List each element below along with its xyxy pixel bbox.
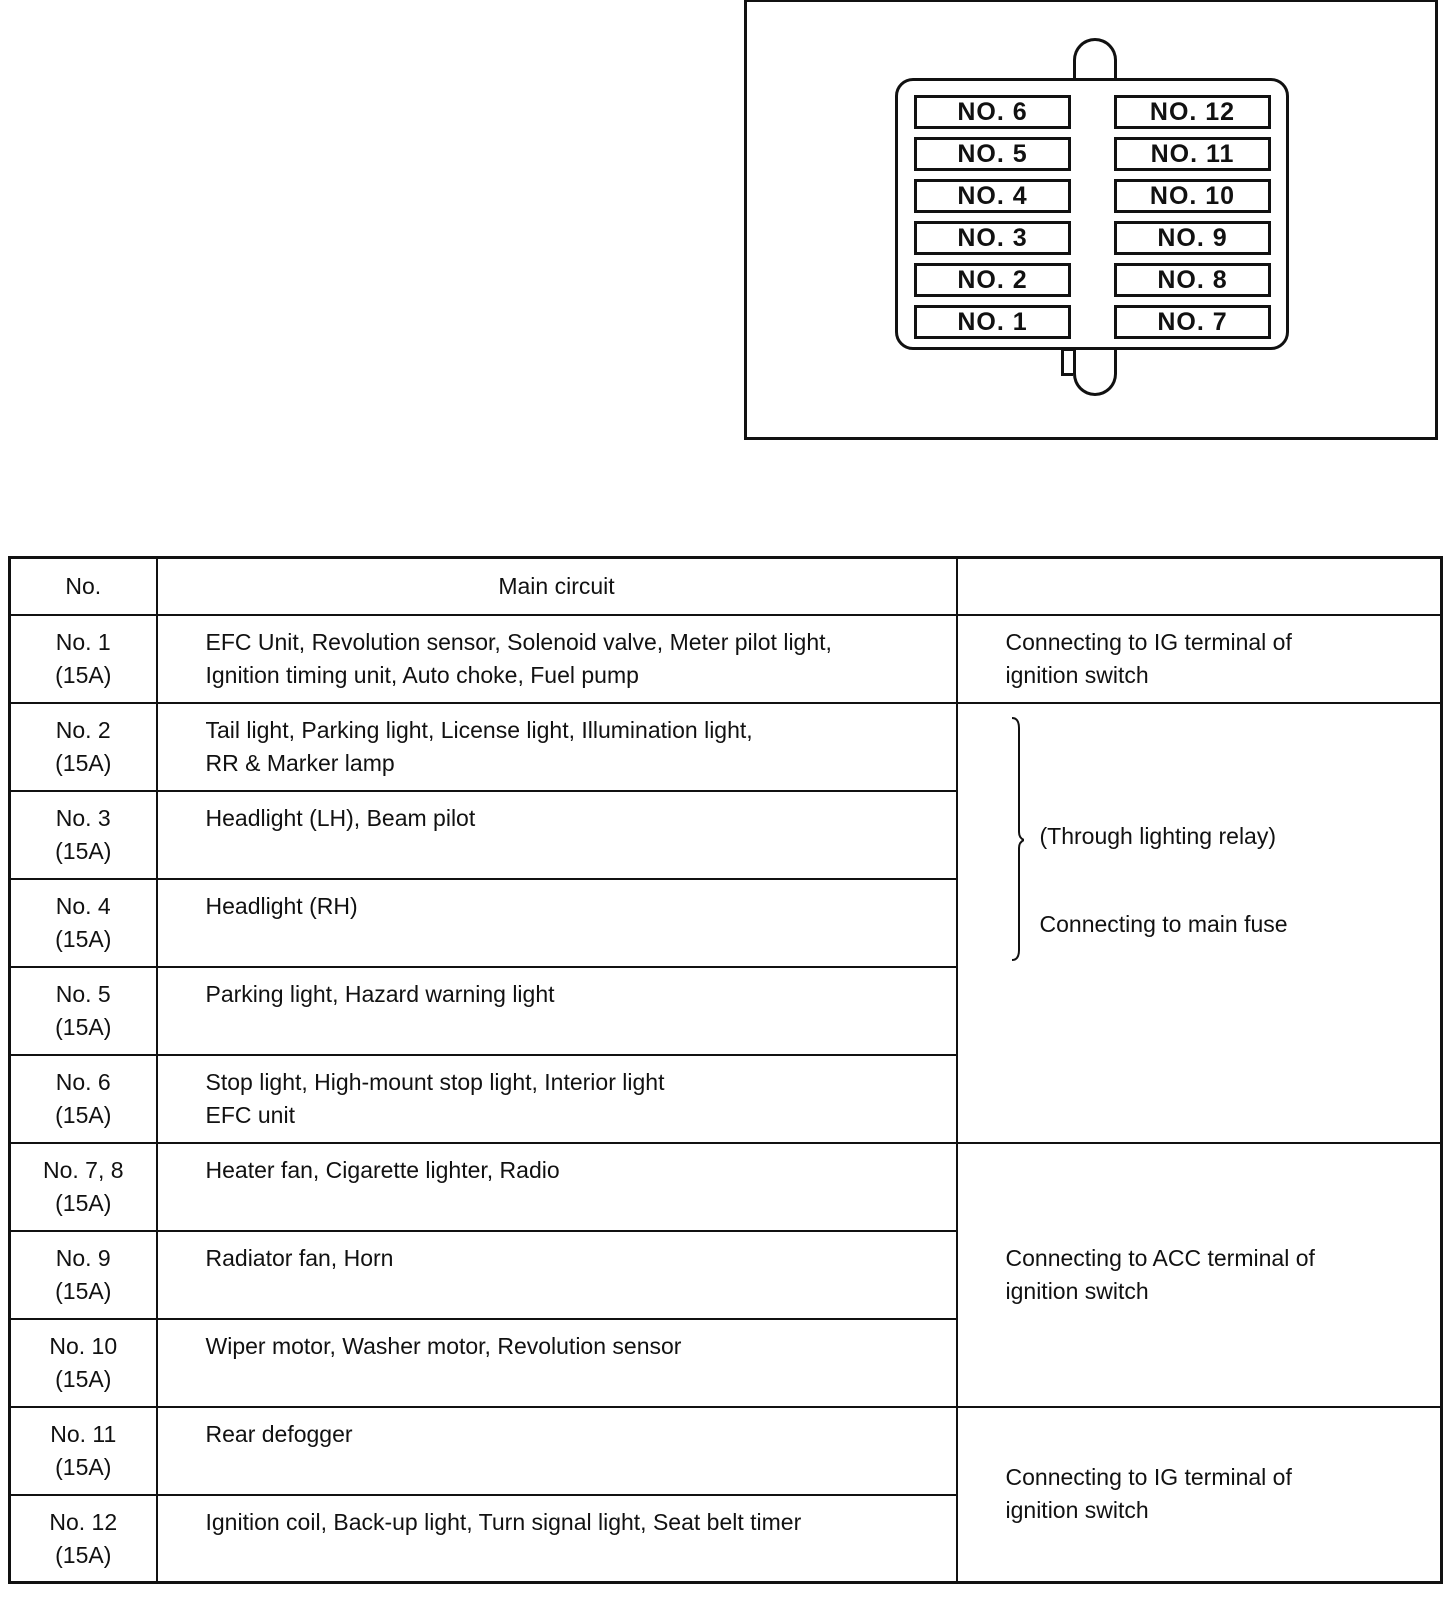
fuse-number: No. 9	[55, 1244, 111, 1271]
main-circuit-text: Rear defogger	[205, 1420, 353, 1447]
main-circuit-cell	[157, 1319, 957, 1407]
fuse-amperage: (15A)	[55, 661, 112, 688]
connection-text: Connecting to ACC terminal of	[1005, 1244, 1315, 1271]
fuse-box	[895, 78, 1289, 350]
connection-cell	[957, 615, 1442, 703]
fuse-slot: NO. 4	[914, 179, 1071, 213]
fuse-box-bottom-stub	[1061, 348, 1073, 376]
fuse-number: No. 10	[49, 1332, 118, 1359]
main-circuit-text: RR & Marker lamp	[205, 749, 395, 776]
main-circuit-text: Tail light, Parking light, License light, Illumination light,	[205, 716, 753, 743]
fuse-number: No. 1	[55, 628, 111, 655]
fuse-amperage: (15A)	[55, 925, 112, 952]
main-circuit-cell	[157, 1407, 957, 1495]
connection-cell	[957, 1143, 1442, 1407]
header-main-circuit: Main circuit	[157, 558, 957, 615]
fuse-column-left	[914, 95, 1071, 339]
fuse-slot: NO. 7	[1114, 305, 1271, 339]
fuse-slot: NO. 5	[914, 137, 1071, 171]
main-circuit-text: EFC unit	[205, 1101, 295, 1128]
table-row	[10, 703, 1442, 791]
fuse-slot: NO. 1	[914, 305, 1071, 339]
fuse-number-cell	[10, 1055, 157, 1143]
fuse-number-cell	[10, 1143, 157, 1231]
fuse-number-cell	[10, 1407, 157, 1495]
fuse-number-cell	[10, 1231, 157, 1319]
fuse-number-cell	[10, 967, 157, 1055]
main-circuit-cell	[157, 703, 957, 791]
fuse-number: No. 11	[50, 1420, 117, 1447]
main-circuit-cell	[157, 967, 957, 1055]
connection-text: ignition switch	[1005, 661, 1149, 688]
connection-cell	[957, 1407, 1442, 1583]
main-circuit-text: Headlight (RH)	[205, 892, 358, 919]
header-connection	[957, 558, 1442, 615]
main-circuit-cell	[157, 791, 957, 879]
main-circuit-text: Wiper motor, Washer motor, Revolution sensor	[205, 1332, 682, 1359]
fuse-circuit-table	[8, 556, 1443, 1584]
fuse-number: No. 7, 8	[42, 1156, 124, 1183]
fuse-amperage: (15A)	[55, 837, 112, 864]
main-circuit-cell	[157, 1143, 957, 1231]
main-circuit-cell	[157, 879, 957, 967]
fuse-number: No. 12	[49, 1508, 118, 1535]
fuse-amperage: (15A)	[55, 749, 112, 776]
through-lighting-relay-note: (Through lighting relay)	[1039, 822, 1277, 849]
main-circuit-text: Stop light, High-mount stop light, Interior light	[205, 1068, 665, 1095]
connection-text: ignition switch	[1005, 1497, 1149, 1524]
fuse-number: No. 5	[55, 980, 111, 1007]
fuse-slot: NO. 3	[914, 221, 1071, 255]
fuse-slot: NO. 2	[914, 263, 1071, 297]
fuse-amperage: (15A)	[55, 1189, 112, 1216]
brace-icon	[1012, 716, 1024, 962]
connection-text: Connecting to IG terminal of	[1005, 628, 1292, 655]
main-circuit-cell	[157, 1055, 957, 1143]
main-circuit-text: Ignition coil, Back-up light, Turn signal light, Seat belt timer	[205, 1508, 802, 1535]
main-circuit-cell	[157, 1495, 957, 1583]
fuse-number-cell	[10, 1495, 157, 1583]
fuse-block-diagram	[744, 0, 1438, 440]
fuse-slot: NO. 10	[1114, 179, 1271, 213]
fuse-number: No. 2	[55, 716, 111, 743]
table-row	[10, 615, 1442, 703]
main-circuit-text: Radiator fan, Horn	[205, 1244, 394, 1271]
fuse-number: No. 3	[55, 804, 111, 831]
main-circuit-text: Ignition timing unit, Auto choke, Fuel pump	[205, 661, 639, 688]
connection-text: Connecting to IG terminal of	[1005, 1464, 1292, 1491]
main-circuit-cell	[157, 615, 957, 703]
fuse-slot: NO. 12	[1114, 95, 1271, 129]
main-circuit-text: Parking light, Hazard warning light	[205, 980, 555, 1007]
table-row	[10, 1407, 1442, 1495]
header-no: No.	[10, 558, 157, 615]
fuse-amperage: (15A)	[55, 1541, 112, 1568]
fuse-box-bottom-tab	[1073, 344, 1117, 396]
fuse-amperage: (15A)	[55, 1365, 112, 1392]
connection-text: ignition switch	[1005, 1277, 1149, 1304]
fuse-slot: NO. 6	[914, 95, 1071, 129]
fuse-number: No. 4	[55, 892, 111, 919]
main-circuit-cell	[157, 1231, 957, 1319]
fuse-number-cell	[10, 791, 157, 879]
fuse-number-cell	[10, 1319, 157, 1407]
main-circuit-text: EFC Unit, Revolution sensor, Solenoid valve, Meter pilot light,	[205, 628, 832, 655]
fuse-slot: NO. 9	[1114, 221, 1271, 255]
fuse-amperage: (15A)	[55, 1453, 112, 1480]
fuse-amperage: (15A)	[55, 1101, 112, 1128]
fuse-number-cell	[10, 879, 157, 967]
fuse-number: No. 6	[55, 1068, 111, 1095]
table-header-row	[10, 558, 1442, 615]
fuse-slot: NO. 11	[1114, 137, 1271, 171]
fuse-amperage: (15A)	[55, 1277, 112, 1304]
connecting-to-main-fuse-note: Connecting to main fuse	[1039, 910, 1288, 937]
table-row	[10, 1143, 1442, 1231]
connection-cell-lighting	[957, 703, 1442, 1143]
fuse-amperage: (15A)	[55, 1013, 112, 1040]
fuse-number-cell	[10, 703, 157, 791]
main-circuit-text: Heater fan, Cigarette lighter, Radio	[205, 1156, 560, 1183]
fuse-number-cell	[10, 615, 157, 703]
fuse-slot: NO. 8	[1114, 263, 1271, 297]
main-circuit-text: Headlight (LH), Beam pilot	[205, 804, 476, 831]
fuse-column-right	[1114, 95, 1271, 339]
